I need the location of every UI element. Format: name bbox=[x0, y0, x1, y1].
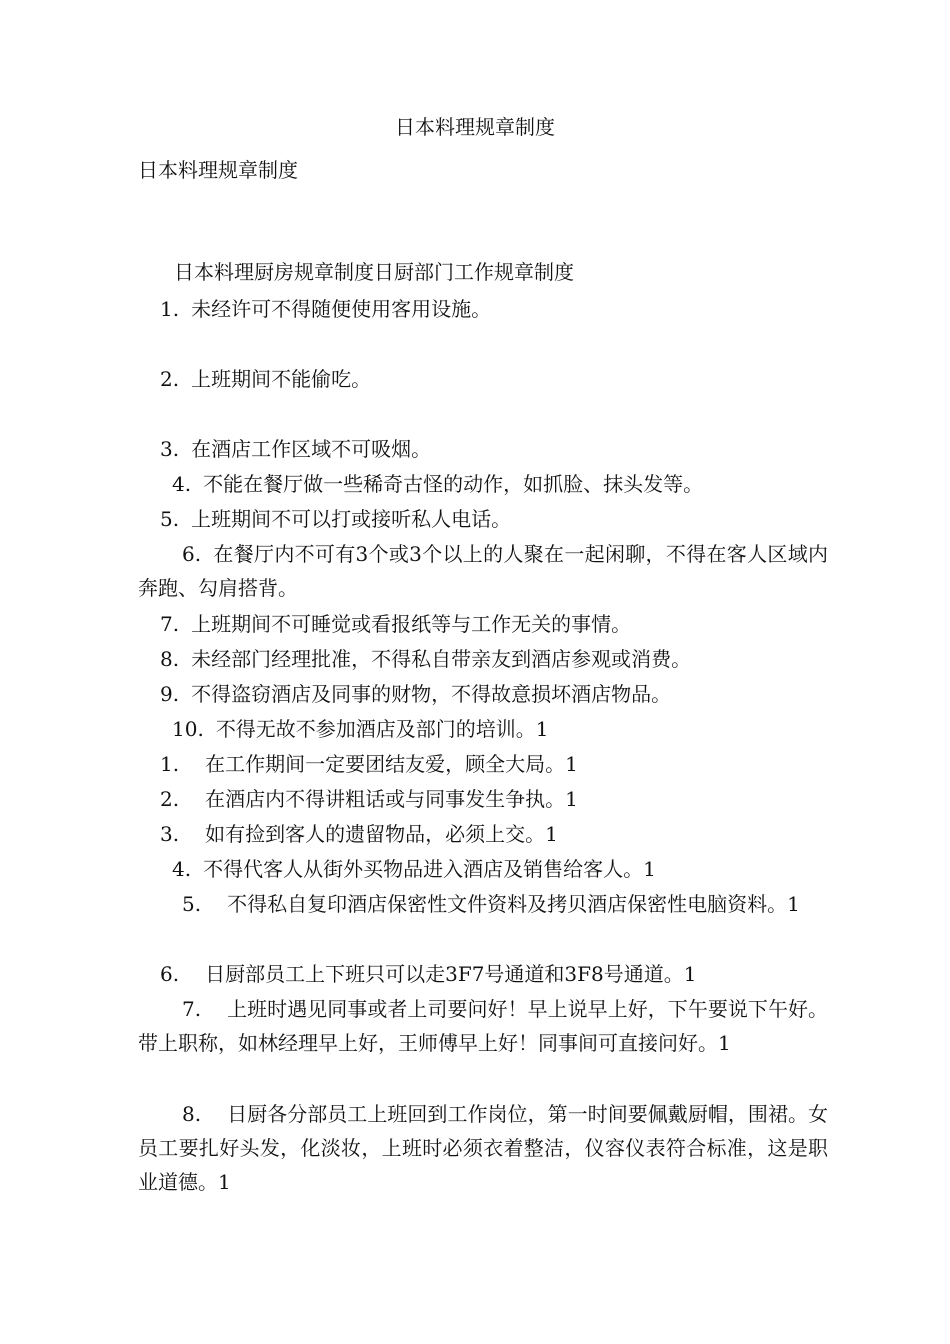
rule-text: 日厨各分部员工上班回到工作岗位，第一时间要佩戴厨帽，围裙。女员工要扎好头发，化淡妆，上班时必须衣着整洁，仪容仪表符合标准，这是职业道德。1 bbox=[138, 1102, 828, 1194]
rule-text: 日厨部员工上下班只可以走3F7号通道和3F8号通道。1 bbox=[205, 962, 697, 986]
list-item bbox=[160, 957, 696, 991]
rule-text: 不得无故不参加酒店及部门的培训。1 bbox=[215, 717, 549, 741]
rule-text: 上班期间不可睡觉或看报纸等与工作无关的事情。 bbox=[191, 612, 632, 636]
rule-number: 4. bbox=[172, 472, 192, 496]
list-item bbox=[172, 467, 703, 501]
rule-number: 3. bbox=[160, 437, 180, 461]
list-item bbox=[160, 747, 578, 781]
list-item bbox=[138, 887, 828, 921]
rule-text: 未经部门经理批准，不得私自带亲友到酒店参观或消费。 bbox=[191, 647, 692, 671]
list-item bbox=[160, 677, 671, 711]
list-item bbox=[160, 817, 558, 851]
rule-number: 1. bbox=[160, 752, 180, 776]
list-item bbox=[172, 712, 549, 746]
list-item bbox=[160, 292, 491, 326]
rule-text: 不能在餐厅做一些稀奇古怪的动作，如抓脸、抹头发等。 bbox=[203, 472, 704, 496]
rule-number: 8. bbox=[182, 1102, 202, 1126]
rule-number: 6. bbox=[182, 542, 202, 566]
rule-number: 9. bbox=[160, 682, 180, 706]
rule-text: 上班期间不能偷吃。 bbox=[191, 367, 372, 391]
rule-number: 8. bbox=[160, 647, 180, 671]
list-item bbox=[160, 782, 578, 816]
list-item bbox=[138, 1097, 828, 1199]
list-item bbox=[160, 607, 631, 641]
list-item bbox=[160, 502, 511, 536]
rule-text: 在工作期间一定要团结友爱，顾全大局。1 bbox=[205, 752, 578, 776]
rule-number: 5. bbox=[182, 892, 202, 916]
rule-number: 7. bbox=[160, 612, 180, 636]
list-item bbox=[160, 432, 431, 466]
rule-number: 10. bbox=[172, 717, 204, 741]
rule-text: 不得私自复印酒店保密性文件资料及拷贝酒店保密性电脑资料。1 bbox=[227, 892, 800, 916]
rule-number: 7. bbox=[182, 997, 202, 1021]
rule-text: 上班时遇见同事或者上司要问好！早上说早上好，下午要说下午好。带上职称，如林经理早上好，王师傅早上好！同事间可直接问好。1 bbox=[138, 997, 828, 1055]
list-item bbox=[160, 362, 371, 396]
rule-number: 1. bbox=[160, 297, 180, 321]
rule-text: 在餐厅内不可有3个或3个以上的人聚在一起闲聊，不得在客人区域内奔跑、勾肩搭背。 bbox=[138, 542, 828, 600]
rule-text: 在酒店内不得讲粗话或与同事发生争执。1 bbox=[205, 787, 578, 811]
list-item bbox=[160, 642, 691, 676]
rule-text: 上班期间不可以打或接听私人电话。 bbox=[191, 507, 512, 531]
rule-number: 2. bbox=[160, 787, 180, 811]
rule-number: 5. bbox=[160, 507, 180, 531]
rule-number: 2. bbox=[160, 367, 180, 391]
rule-number: 6. bbox=[160, 962, 180, 986]
section-heading: 日本料理厨房规章制度日厨部门工作规章制度 bbox=[174, 260, 574, 284]
document-subtitle: 日本料理规章制度 bbox=[138, 158, 298, 182]
rule-number: 4. bbox=[172, 857, 192, 881]
rule-text: 不得盗窃酒店及同事的财物，不得故意损坏酒店物品。 bbox=[191, 682, 672, 706]
list-item bbox=[138, 992, 828, 1060]
rule-text: 如有捡到客人的遗留物品，必须上交。1 bbox=[205, 822, 558, 846]
rule-text: 不得代客人从街外买物品进入酒店及销售给客人。1 bbox=[203, 857, 656, 881]
document-title: 日本料理规章制度 bbox=[395, 115, 555, 139]
rule-number: 3. bbox=[160, 822, 180, 846]
rule-text: 在酒店工作区域不可吸烟。 bbox=[191, 437, 432, 461]
rule-text: 未经许可不得随便使用客用设施。 bbox=[191, 297, 492, 321]
list-item bbox=[138, 537, 828, 605]
list-item bbox=[172, 852, 656, 886]
